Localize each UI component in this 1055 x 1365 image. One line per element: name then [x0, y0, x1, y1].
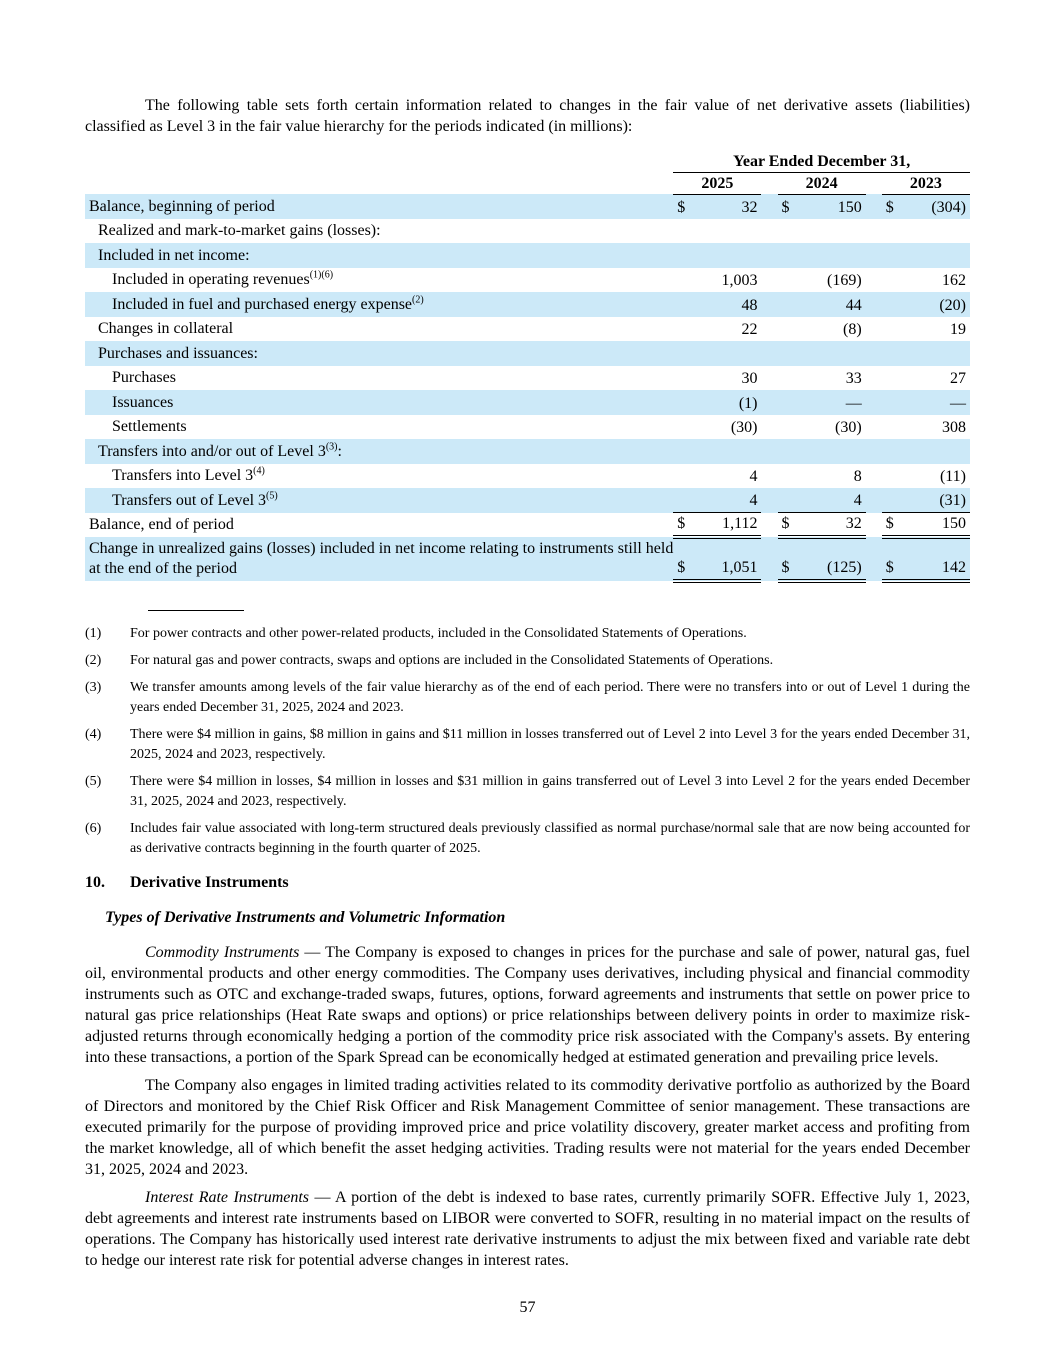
value-cell: 32	[802, 513, 866, 538]
footnote	[85, 678, 970, 718]
row-label-cell	[85, 292, 673, 317]
currency-cell	[882, 268, 906, 293]
footnote-number: (1)	[85, 626, 102, 641]
gap-cell	[761, 194, 777, 219]
value-cell: 30	[741, 370, 758, 387]
table-row	[85, 317, 970, 342]
currency-cell	[882, 317, 906, 342]
row-label-cell	[85, 366, 673, 391]
currency-cell: $	[673, 513, 697, 538]
value-cell: 308	[942, 419, 966, 436]
value-cell	[697, 219, 761, 244]
currency-cell	[778, 317, 802, 342]
currency-cell: $	[778, 194, 802, 219]
gap-cell	[866, 243, 882, 268]
currency-cell	[778, 219, 802, 244]
footnote	[85, 725, 970, 765]
value-cell: —	[802, 390, 866, 415]
paragraph-text: — The Company is exposed to changes in prices for the purchase and sale of power, natural gas, fuel oil, environmental products and other energy commodities. The Company uses derivatives, including physical and financial commodity instruments such as OTC and exchange-traded swaps, futures, options, forward agreements and instruments that settle on power price to natural gas price relationships (Heat Rate swaps and options) or price relationships between delivery points in order to maximize risk-adjusted returns through economically hedging a portion of the commodity price risk associated with the Company's assets. By entering into these transactions, a portion of the Spark Spread can be economically hedged at estimated generation and prevailing price levels.	[85, 944, 970, 1066]
gap-cell	[866, 464, 882, 489]
footnote-number: (6)	[85, 821, 102, 836]
row-label-cell	[85, 464, 673, 489]
gap-cell	[866, 488, 882, 513]
gap-cell	[761, 172, 777, 194]
row-label-text: Realized and mark-to-market gains (losses):	[98, 222, 381, 239]
gap-cell	[761, 390, 777, 415]
currency-cell	[882, 243, 906, 268]
currency-cell	[778, 439, 802, 464]
gap-cell	[866, 390, 882, 415]
value-cell: (30)	[835, 419, 862, 436]
year-column-header: 2023	[882, 172, 970, 194]
currency-cell	[673, 415, 697, 440]
footnote	[85, 819, 970, 859]
value-cell: (125)	[802, 537, 866, 581]
intro-paragraph: The following table sets forth certain information related to changes in the fair value of net derivative assets (liabilities) classified as Level 3 in the fair value hierarchy for the periods indicated (in millions):	[85, 97, 970, 135]
footnote-text: Includes fair value associated with long-term structured deals previously classified as normal purchase/normal sale that are now being accounted for as derivative contracts beginning in the fourth quarter of 2025.	[130, 821, 970, 856]
footnote-text: There were $4 million in gains, $8 million in gains and $11 million in losses transferred out of Level 2 into Level 3 for the years ended December 31, 2025, 2024 and 2023, respectively.	[130, 727, 970, 762]
value-cell: 150	[802, 194, 866, 219]
value-cell	[697, 243, 761, 268]
value-cell: 1,112	[697, 513, 761, 538]
table-row	[85, 415, 970, 440]
row-label-text: Balance, end of period	[89, 516, 234, 533]
value-cell: (1)	[697, 390, 761, 415]
row-label-text: Included in net income:	[98, 246, 250, 264]
table-row	[85, 194, 970, 219]
value-cell: 22	[741, 321, 758, 338]
currency-cell	[882, 415, 906, 440]
row-label-text: Change in unrealized gains (losses) included in net income relating to instruments still held at the end of the period	[89, 540, 674, 577]
table-header-title-row	[85, 150, 970, 172]
value-cell: 1,003	[721, 272, 758, 289]
row-label-text: Transfers into Level 3	[112, 467, 254, 484]
table-row	[85, 243, 970, 268]
row-label-cell	[85, 537, 673, 581]
footnote-text: For natural gas and power contracts, swaps and options are included in the Consolidated Statements of Operations.	[130, 653, 774, 668]
value-cell: —	[906, 390, 970, 415]
currency-cell	[778, 292, 802, 317]
value-cell	[697, 439, 761, 464]
currency-cell	[882, 390, 906, 415]
currency-cell	[778, 488, 802, 513]
subsection-heading: Types of Derivative Instruments and Volumetric Information	[105, 909, 506, 926]
gap-cell	[866, 292, 882, 317]
currency-cell	[882, 439, 906, 464]
footnote-marker: (3)	[325, 441, 338, 453]
row-label-text: Settlements	[112, 418, 187, 435]
gap-cell	[866, 366, 882, 391]
row-label-cell	[85, 243, 673, 268]
table-row	[85, 537, 970, 581]
table-row	[85, 488, 970, 513]
gap-cell	[761, 243, 777, 268]
gap-cell	[761, 292, 777, 317]
gap-cell	[866, 513, 882, 538]
level3-rollforward-table	[85, 150, 970, 583]
currency-cell	[673, 488, 697, 513]
value-cell: 19	[950, 321, 966, 338]
value-cell	[906, 219, 970, 244]
table-row	[85, 366, 970, 391]
table-header-years-row	[85, 172, 970, 194]
footnote	[85, 651, 970, 671]
currency-cell	[778, 366, 802, 391]
gap-cell	[761, 219, 777, 244]
value-cell: 32	[697, 194, 761, 219]
currency-cell	[673, 464, 697, 489]
table-row	[85, 390, 970, 415]
footnote-text: We transfer amounts among levels of the fair value hierarchy as of the end of each period. There were no transfers into or out of Level 1 during the years ended December 31, 2025, 2024 and 2023.	[130, 680, 970, 715]
value-cell	[906, 341, 970, 366]
currency-cell	[778, 464, 802, 489]
footnote-number: (3)	[85, 680, 102, 695]
gap-cell	[761, 464, 777, 489]
year-column-header: 2025	[673, 172, 761, 194]
currency-cell	[673, 317, 697, 342]
section-heading	[85, 872, 970, 893]
currency-cell	[673, 341, 697, 366]
section-title: Derivative Instruments	[130, 874, 289, 891]
currency-cell	[778, 341, 802, 366]
footnote-text: For power contracts and other power-related products, included in the Consolidated Statements of Operations.	[130, 626, 747, 641]
gap-cell	[866, 317, 882, 342]
gap-cell	[866, 219, 882, 244]
footnote-number: (4)	[85, 727, 102, 742]
gap-cell	[761, 439, 777, 464]
currency-cell: $	[673, 537, 697, 581]
value-cell: 8	[853, 468, 862, 485]
section-number: 10.	[85, 874, 105, 891]
paragraph-lead: Commodity Instruments	[145, 944, 300, 961]
currency-cell	[778, 243, 802, 268]
gap-cell	[761, 415, 777, 440]
row-label-cell	[85, 194, 673, 219]
value-cell: (8)	[843, 321, 862, 338]
value-cell	[802, 439, 866, 464]
value-cell: (31)	[906, 488, 970, 513]
level3-rollforward-table-container	[85, 150, 970, 583]
table-row	[85, 439, 970, 464]
year-ended-header: Year Ended December 31,	[673, 150, 970, 172]
footnote-text: There were $4 million in losses, $4 million in losses and $31 million in gains transferred out of Level 3 into Level 2 for the years ended December 31, 2025, 2024 and 2023, respectively.	[130, 774, 970, 809]
row-label-cell	[85, 268, 673, 293]
value-cell: 4	[749, 468, 758, 485]
table-row	[85, 268, 970, 293]
row-label-cell	[85, 513, 673, 538]
footnote	[85, 772, 970, 812]
value-cell: 33	[845, 370, 862, 387]
value-cell: (169)	[827, 272, 862, 289]
paragraph-text: The Company also engages in limited trading activities related to its commodity derivative portfolio as authorized by the Board of Directors and monitored by the Chief Risk Officer and Risk Management Committee of senior management. These transactions are executed primarily for the purpose of providing improved price and price volatility discovery, greater market access and profiting from the market knowledge, all of which benefit the asset hedging activities. Trading results were not material for the years ended December 31, 2025, 2024 and 2023.	[85, 1077, 970, 1178]
header-spacer	[85, 172, 673, 194]
currency-cell	[778, 268, 802, 293]
table-row	[85, 219, 970, 244]
value-cell: 44	[802, 292, 866, 317]
row-label-text: Included in operating revenues	[112, 271, 310, 288]
row-label-text: Transfers out of Level 3	[112, 491, 267, 509]
row-label-text: Purchases and issuances:	[98, 344, 258, 362]
row-label-text: Issuances	[112, 393, 174, 411]
gap-cell	[761, 366, 777, 391]
value-cell: 27	[950, 370, 966, 387]
row-label-cell	[85, 341, 673, 366]
footnote-marker: (1)(6)	[309, 269, 334, 281]
value-cell	[802, 219, 866, 244]
row-label-cell	[85, 439, 673, 464]
table-row	[85, 513, 970, 538]
gap-cell	[761, 513, 777, 538]
currency-cell	[673, 439, 697, 464]
value-cell	[802, 341, 866, 366]
currency-cell	[673, 390, 697, 415]
row-label-cell	[85, 488, 673, 513]
value-cell: 4	[697, 488, 761, 513]
commodity-instruments-paragraph	[85, 942, 970, 1068]
gap-cell	[761, 268, 777, 293]
currency-cell	[778, 390, 802, 415]
currency-cell	[882, 366, 906, 391]
value-cell: 48	[697, 292, 761, 317]
value-cell: 1,051	[697, 537, 761, 581]
currency-cell	[673, 268, 697, 293]
currency-cell	[673, 243, 697, 268]
paragraph-text: — A portion of the debt is indexed to base rates, currently primarily SOFR. Effective July 1, 2023, debt agreements and interest rate instruments based on LIBOR were converted to SOFR, resulting in no material impact on the results of operations. The Company has historically used interest rate derivative instruments to adjust the mix between fixed and variable rate debt to hedge our interest rate risk for potential adverse changes in interest rates.	[85, 1189, 970, 1269]
gap-cell	[866, 172, 882, 194]
value-cell	[906, 439, 970, 464]
row-label-cell	[85, 415, 673, 440]
currency-cell	[673, 219, 697, 244]
row-label-cell	[85, 390, 673, 415]
value-cell: (11)	[939, 468, 966, 485]
currency-cell: $	[778, 537, 802, 581]
row-label-cell	[85, 219, 673, 244]
currency-cell	[673, 366, 697, 391]
value-cell	[906, 243, 970, 268]
gap-cell	[866, 268, 882, 293]
footnote-number: (5)	[85, 774, 102, 789]
footnote-marker: (5)	[266, 490, 278, 502]
trading-activities-paragraph	[85, 1075, 970, 1180]
value-cell	[802, 243, 866, 268]
currency-cell	[882, 292, 906, 317]
table-row	[85, 464, 970, 489]
value-cell: (20)	[906, 292, 970, 317]
gap-cell	[761, 488, 777, 513]
value-cell: (30)	[730, 419, 758, 436]
currency-cell	[882, 464, 906, 489]
currency-cell: $	[673, 194, 697, 219]
year-column-header: 2024	[778, 172, 866, 194]
paragraph-lead: Interest Rate Instruments	[145, 1189, 310, 1206]
value-cell	[697, 341, 761, 366]
row-label-tail: :	[337, 442, 342, 460]
currency-cell: $	[882, 194, 906, 219]
row-label-cell	[85, 317, 673, 342]
value-cell: 142	[906, 537, 970, 581]
footnote-marker: (2)	[412, 294, 424, 306]
currency-cell: $	[882, 537, 906, 581]
header-spacer	[85, 150, 673, 172]
gap-cell	[761, 317, 777, 342]
row-label-text: Included in fuel and purchased energy expense	[112, 295, 413, 313]
value-cell: 162	[942, 272, 966, 289]
gap-cell	[866, 194, 882, 219]
footnote-marker: (4)	[253, 465, 265, 477]
currency-cell	[882, 341, 906, 366]
gap-cell	[866, 537, 882, 581]
row-label-text: Transfers into and/or out of Level 3	[98, 442, 326, 460]
gap-cell	[761, 341, 777, 366]
currency-cell	[882, 488, 906, 513]
interest-rate-instruments-paragraph	[85, 1187, 970, 1271]
gap-cell	[866, 415, 882, 440]
row-label-text: Balance, beginning of period	[89, 197, 275, 215]
value-cell: 4	[802, 488, 866, 513]
footnote	[85, 624, 970, 644]
currency-cell	[673, 292, 697, 317]
page-number: 57	[519, 1299, 536, 1316]
gap-cell	[866, 341, 882, 366]
footnote-divider	[148, 610, 244, 611]
gap-cell	[866, 439, 882, 464]
gap-cell	[761, 537, 777, 581]
row-label-text: Changes in collateral	[98, 320, 234, 337]
currency-cell: $	[778, 513, 802, 538]
table-row	[85, 292, 970, 317]
currency-cell	[882, 219, 906, 244]
table-row	[85, 341, 970, 366]
currency-cell	[778, 415, 802, 440]
value-cell: (304)	[906, 194, 970, 219]
row-label-text: Purchases	[112, 369, 176, 386]
footnote-number: (2)	[85, 653, 102, 668]
currency-cell: $	[882, 513, 906, 538]
value-cell: 150	[906, 513, 970, 538]
